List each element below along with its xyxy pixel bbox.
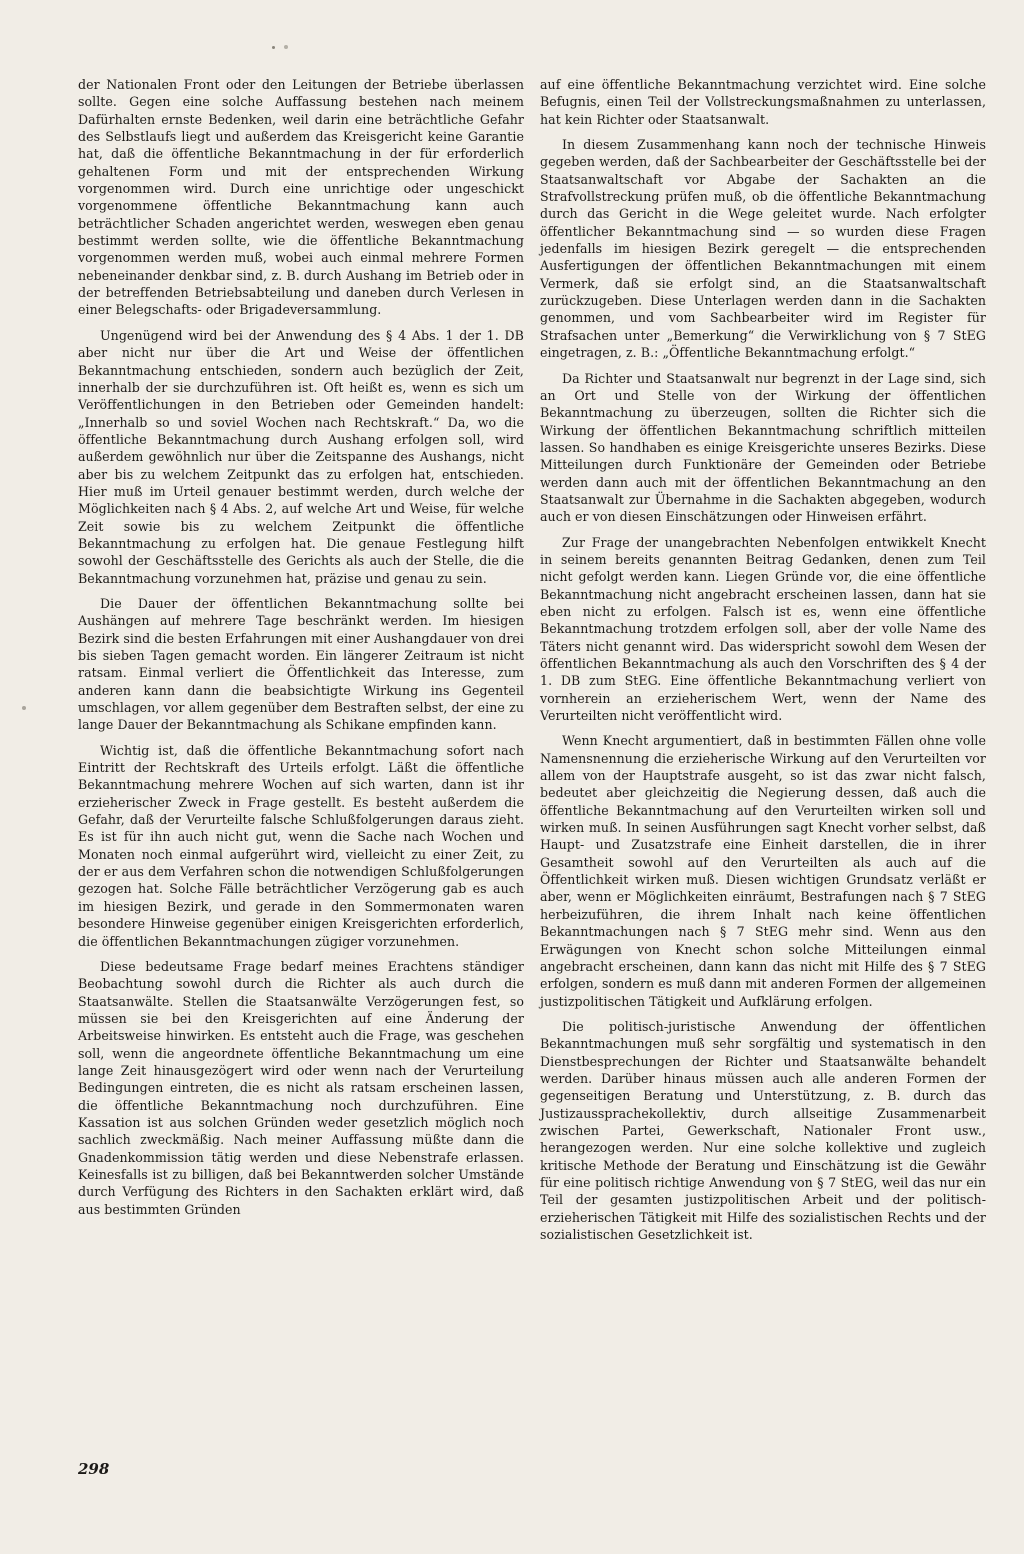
paragraph: Die politisch-juristische Anwendung der öffentlichen Bekanntmachungen muß sehr sorgfältig und systematisch in den Dienstbesprechungen der Richter und Staatsanwälte behandelt werden. Darüber hinaus müssen auch alle anderen Formen der gegenseitigen Beratung und Unterstützung, z. B. durch das Justizaussprachekollektiv, durch allseitige Zusammenarbeit zwischen Partei, Gewerkschaft, Nationaler Front usw., herangezogen werden. Nur eine solche kollektive und zugleich kritische Methode der Beratung und Einschätzung ist die Gewähr für eine politisch richtige Anwendung von § 7 StEG, weil das nur ein Teil der gesamten justizpolitischen Arbeit und der politisch-erzieherischen Tätigkeit mit Hilfe des sozialistischen Rechts und der sozialistischen Gesetzlichkeit ist. xyxy=(540,1018,986,1242)
paragraph: Da Richter und Staatsanwalt nur begrenzt in der Lage sind, sich an Ort und Stelle von der Wirkung der öffentlichen Bekanntmachung zu überzeugen, sollten die Richter sich die Wirkung der öffentlichen Bekanntmachung schriftlich mitteilen lassen. So handhaben es einige Kreisgerichte unseres Bezirks. Diese Mitteilungen durch Funktionäre der Gemeinden oder Betriebe werden dann auch mit der öffentlichen Bekanntmachung an den Staatsanwalt zur Übernahme in die Sachakten abgegeben, wodurch auch er von diesen Einschätzungen oder Hinweisen erfährt. xyxy=(540,370,986,525)
left-column xyxy=(78,76,524,1226)
paragraph: der Nationalen Front oder den Leitungen der Betriebe überlassen sollte. Gegen eine solche Auffassung bestehen nach meinem Dafürhalten ernste Bedenken, weil darin eine beträchtliche Gefahr des Selbstlaufs liegt und außerdem das Kreisgericht keine Garantie hat, daß die öffentliche Bekanntmachung in der für erforderlich gehaltenen Form und mit der entsprechenden Wirkung vorgenommen wird. Durch eine unrichtige oder ungeschickt vorgenommene öffentliche Bekanntmachung kann auch beträchtlicher Schaden angerichtet werden, weswegen eben genau bestimmt werden sollte, wie die öffentliche Bekanntmachung vorgenommen werden muß, wobei auch einmal mehrere Formen nebeneinander denkbar sind, z. B. durch Aushang im Betrieb oder in der betreffenden Betriebsabteilung und daneben durch Verlesen in einer Belegschafts- oder Brigadeversammlung. xyxy=(78,77,524,318)
right-column xyxy=(540,76,986,1251)
paragraph: Diese bedeutsame Frage bedarf meines Erachtens ständiger Beobachtung sowohl durch die Richter als auch durch die Staatsanwälte. Stellen die Staatsanwälte Verzögerungen fest, so müssen sie bei den Kreisgerichten auf eine Änderung der Arbeitsweise hinwirken. Es entsteht auch die Frage, was geschehen soll, wenn die angeordnete öffentliche Bekanntmachung um eine lange Zeit hinausgezögert wird oder wenn nach der Verurteilung Bedingungen eintreten, die es nicht als ratsam erscheinen lassen, die öffentliche Bekanntmachung noch durchzuführen. Eine Kassation ist aus solchen Gründen weder gesetzlich möglich noch sachlich zweckmäßig. Nach meiner Auffassung müßte dann die Gnadenkommission tätig werden und diese Nebenstrafe erlassen. Keinesfalls ist zu billigen, daß bei Bekanntwerden solcher Umstände durch Verfügung des Richters in den Sachakten erklärt wird, daß aus bestimmten Gründen xyxy=(78,958,524,1217)
paragraph: Zur Frage der unangebrachten Nebenfolgen entwikkelt Knecht in seinem bereits genannten Beitrag Gedanken, denen zum Teil nicht gefolgt werden kann. Liegen Gründe vor, die eine öffentliche Bekanntmachung nicht angebracht erscheinen lassen, dann hat sie eben nicht zu erfolgen. Falsch ist es, wenn eine öffentliche Bekanntmachung trotzdem erfolgen soll, aber der volle Name des Täters nicht genannt wird. Das widerspricht sowohl dem Wesen der öffentlichen Bekanntmachung als auch den Vorschriften des § 4 der 1. DB zum StEG. Eine öffentliche Bekanntmachung verliert von vornherein an erzieherischem Wert, wenn der Name des Verurteilten nicht veröffentlicht wird. xyxy=(540,534,986,724)
paragraph: auf eine öffentliche Bekanntmachung verzichtet wird. Eine solche Befugnis, einen Teil der Vollstreckungsmaßnahmen zu unterlassen, hat kein Richter oder Staatsanwalt. xyxy=(540,77,986,127)
print-speck xyxy=(22,706,26,710)
print-speck xyxy=(284,45,288,49)
paragraph: Die Dauer der öffentlichen Bekanntmachung sollte bei Aushängen auf mehrere Tage beschränkt werden. Im hiesigen Bezirk sind die besten Erfahrungen mit einer Aushangdauer von drei bis sieben Tagen gemacht worden. Ein längerer Zeitraum ist nicht ratsam. Einmal verliert die Öffentlichkeit das Interesse, zum anderen kann dann die beabsichtigte Wirkung ins Gegenteil umschlagen, vor allem gegenüber dem Bestraften selbst, der eine zu lange Dauer der Bekanntmachung als Schikane empfinden kann. xyxy=(78,595,524,733)
paragraph: Ungenügend wird bei der Anwendung des § 4 Abs. 1 der 1. DB aber nicht nur über die Art und Weise der öffentlichen Bekanntmachung entschieden, sondern auch bezüglich der Zeit, innerhalb der sie durchzuführen ist. Oft heißt es, wenn es sich um Veröffentlichungen in den Betrieben oder Gemeinden handelt: „Innerhalb so und soviel Wochen nach Rechtskraft.“ Da, wo die öffentliche Bekanntmachung durch Aushang erfolgen soll, wird außerdem gewöhnlich nur über die Zeitspanne des Aushangs, nicht aber bis zu welchem Zeitpunkt das zu erfolgen hat, entschieden. Hier muß im Urteil genauer bestimmt werden, durch welche der Möglichkeiten nach § 4 Abs. 2, auf welche Art und Weise, für welche Zeit sowie bis zu welchem Zeitpunkt die öffentliche Bekanntmachung zu erfolgen hat. Die genaue Festlegung hilft sowohl der Geschäftsstelle des Gerichts als auch der Stelle, die die Bekanntmachung vorzunehmen hat, präzise und genau zu sein. xyxy=(78,327,524,586)
print-speck xyxy=(272,46,275,49)
paragraph: In diesem Zusammenhang kann noch der technische Hinweis gegeben werden, daß der Sachbearbeiter der Geschäftsstelle bei der Staatsanwaltschaft vor Abgabe der Sachakten an die Strafvollstreckung prüfen muß, ob die öffentliche Bekanntmachung durch das Gericht in die Wege geleitet wurde. Nach erfolgter öffentlicher Bekanntmachung sind — so wurden diese Fragen jedenfalls im hiesigen Bezirk geregelt — die entsprechenden Ausfertigungen der öffentlichen Bekanntmachungen mit einem Vermerk, daß sie erfolgt sind, an die Staatsanwaltschaft zurückzugeben. Diese Unterlagen werden dann in die Sachakten genommen, und vom Sachbearbeiter wird im Register für Strafsachen unter „Bemerkung“ die Verwirklichung von § 7 StEG eingetragen, z. B.: „Öffentliche Bekanntmachung erfolgt.“ xyxy=(540,137,986,361)
paragraph: Wenn Knecht argumentiert, daß in bestimmten Fällen ohne volle Namensnennung die erzieherische Wirkung auf den Verurteilten vor allem von der Hauptstrafe ausgeht, so ist das zwar nicht falsch, bedeutet aber gleichzeitig die Negierung dessen, daß auch die öffentliche Bekanntmachung auf den Verurteilten wirken soll und wirken muß. In seinen Ausführungen sagt Knecht vorher selbst, daß Haupt- und Zusatzstrafe eine Einheit darstellen, die in ihrer Gesamtheit sowohl auf den Verurteilten als auch auf die Öffentlichkeit wirken muß. Diesen wichtigen Grundsatz verläßt er aber, wenn er Möglichkeiten einräumt, Bestrafungen nach § 7 StEG herbeizuführen, die ihrem Inhalt nach keine öffentlichen Bekanntmachungen nach § 7 StEG mehr sind. Wenn aus den Erwägungen von Knecht schon solche Mitteilungen einmal angebracht erscheinen, dann kann das nicht mit Hilfe des § 7 StEG erfolgen, sondern es muß dann mit anderen Formen der allgemeinen justizpolitischen Tätigkeit und Aufklärung erfolgen. xyxy=(540,733,986,1009)
page-number: 298 xyxy=(78,1460,110,1478)
paragraph: Wichtig ist, daß die öffentliche Bekanntmachung sofort nach Eintritt der Rechtskraft des Urteils erfolgt. Läßt die öffentliche Bekanntmachung mehrere Wochen auf sich warten, dann ist ihr erzieherischer Zweck in Frage gestellt. Es besteht außerdem die Gefahr, daß der Verurteilte falsche Schlußfolgerungen daraus zieht. Es ist für ihn auch nicht gut, wenn die Sache nach Wochen und Monaten noch einmal aufgerührt wird, vielleicht zu einer Zeit, zu der er aus dem Verfahren schon die notwendigen Schlußfolgerungen gezogen hat. Solche Fälle beträchtlicher Verzögerung gab es auch im hiesigen Bezirk, und gerade in den Sommermonaten waren besondere Hinweise gegenüber einigen Kreisgerichten erforderlich, die öffentlichen Bekanntmachungen zügiger vorzunehmen. xyxy=(78,742,524,949)
